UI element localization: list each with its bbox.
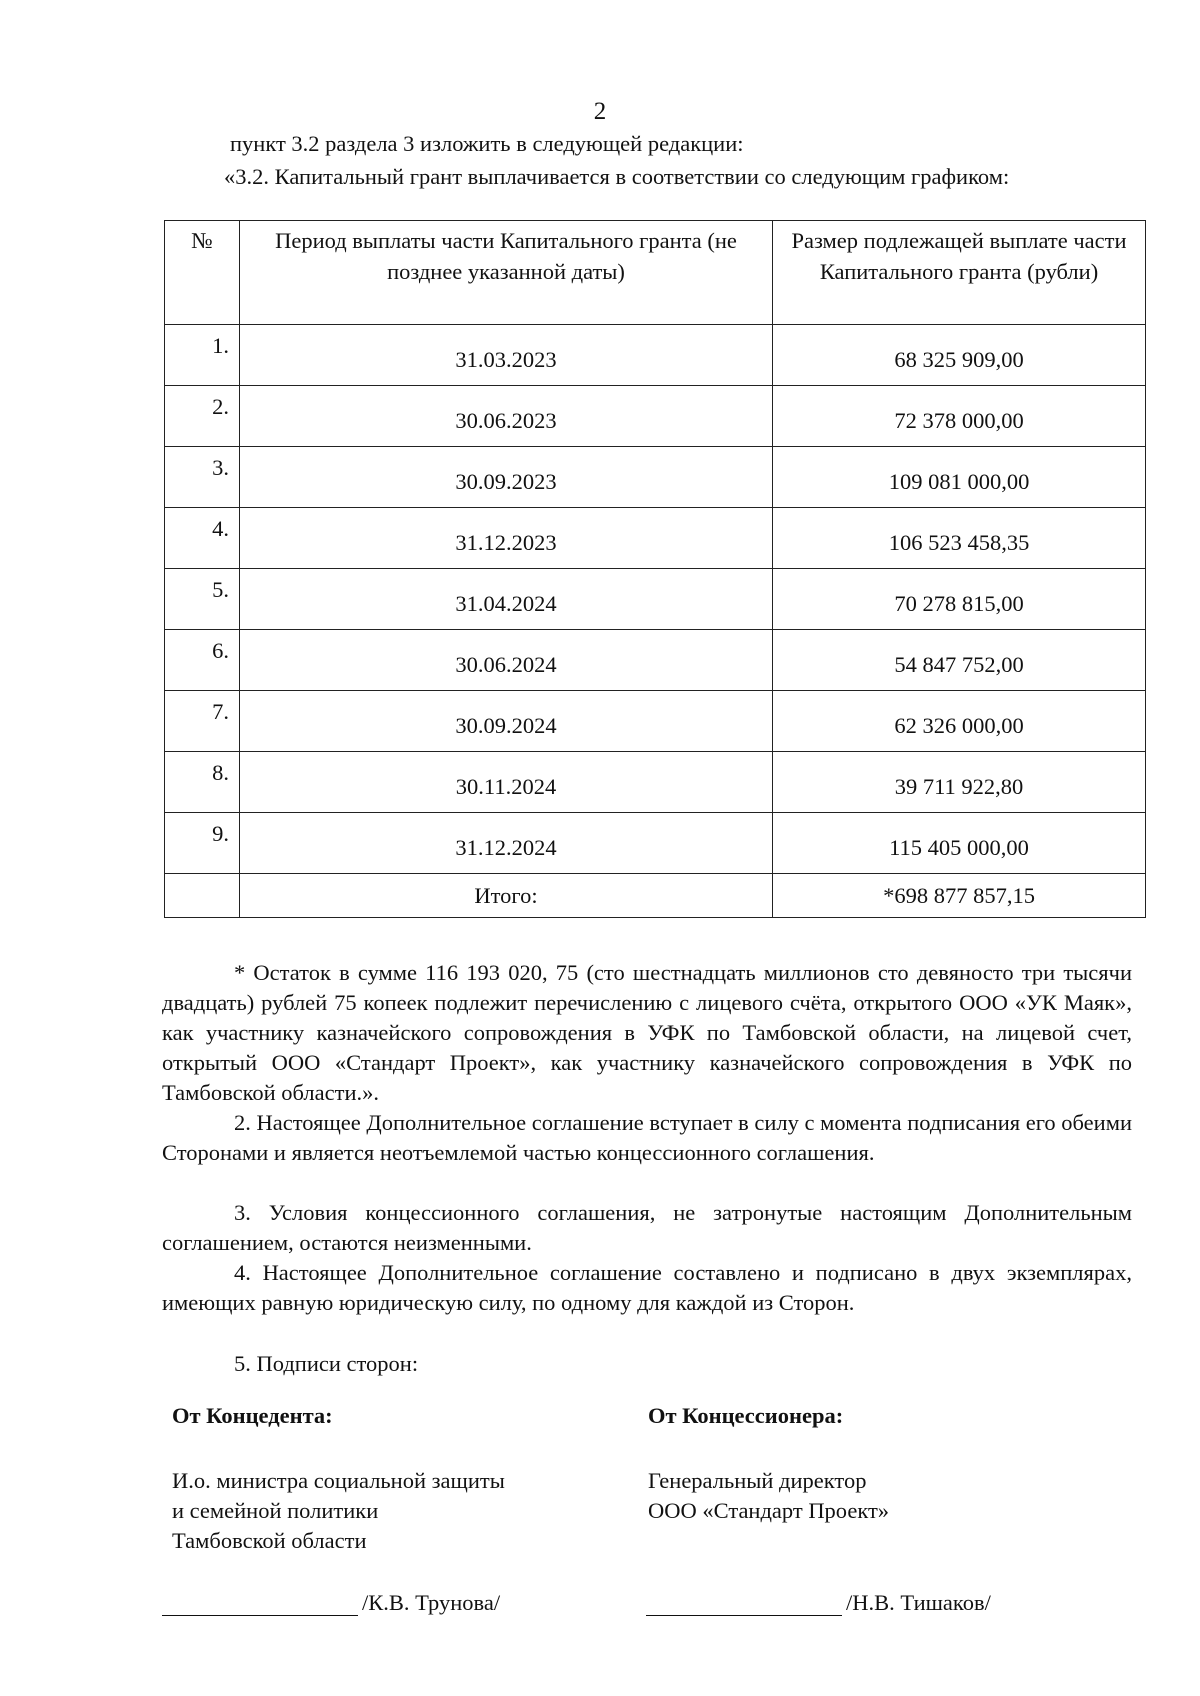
concessionaire-heading: От Концессионера:	[648, 1403, 844, 1428]
grantor-title-line: и семейной политики	[172, 1498, 379, 1523]
row-number: 6.	[165, 630, 240, 691]
intro-clause: «3.2. Капитальный грант выплачивается в соответствии со следующим графиком:	[224, 164, 1010, 189]
signature-underline	[646, 1593, 842, 1616]
table-row	[165, 508, 1146, 569]
row-amount: 68 325 909,00	[773, 325, 1146, 386]
total-empty-cell	[165, 874, 240, 918]
concessionaire-title-line: Генеральный директор	[648, 1468, 867, 1493]
row-date: 31.03.2023	[240, 325, 773, 386]
row-amount: 62 326 000,00	[773, 691, 1146, 752]
clause-5-text: 5. Подписи сторон:	[234, 1351, 419, 1376]
table-row	[165, 569, 1146, 630]
clause-5	[162, 1349, 1132, 1379]
page-number: 2	[593, 98, 607, 125]
clause-2-text: 2. Настоящее Дополнительное соглашение вступает в силу с момента подписания его обеими Сторонами и является неотъемлемой частью концессионного соглашения.	[162, 1110, 1132, 1165]
table-row	[165, 630, 1146, 691]
row-number: 9.	[165, 813, 240, 874]
grantor-title-line: И.о. министра социальной защиты	[172, 1468, 505, 1493]
concessionaire-signature-line	[646, 1590, 991, 1616]
row-date: 30.09.2024	[240, 691, 773, 752]
row-number: 5.	[165, 569, 240, 630]
concessionaire-title-line: ООО «Стандарт Проект»	[648, 1498, 890, 1523]
clause-3-text: 3. Условия концессионного соглашения, не затронутые настоящим Дополнительным соглашением, остаются неизменными.	[162, 1200, 1132, 1255]
row-amount: 106 523 458,35	[773, 508, 1146, 569]
row-number: 1.	[165, 325, 240, 386]
row-date: 31.12.2024	[240, 813, 773, 874]
table-row	[165, 752, 1146, 813]
clause-4	[162, 1258, 1132, 1318]
row-date: 30.09.2023	[240, 447, 773, 508]
table-row	[165, 447, 1146, 508]
table-row	[165, 691, 1146, 752]
footnote-paragraph	[162, 958, 1132, 1108]
clause-3	[162, 1198, 1132, 1258]
total-label: Итого:	[240, 874, 773, 918]
header-number: №	[165, 221, 240, 325]
grantor-title	[172, 1466, 505, 1556]
row-number: 2.	[165, 386, 240, 447]
row-amount: 115 405 000,00	[773, 813, 1146, 874]
row-amount: 54 847 752,00	[773, 630, 1146, 691]
row-amount: 70 278 815,00	[773, 569, 1146, 630]
table-row	[165, 386, 1146, 447]
table-header-row	[165, 221, 1146, 325]
footnote-text: * Остаток в сумме 116 193 020, 75 (сто шестнадцать миллионов сто девяносто три тысячи двадцать) рублей 75 копеек подлежит перечислению с лицевого счёта, открытого ООО «УК Маяк», как участнику казначейского сопровождения в УФК по Тамбовской области, на лицевой счет, открытый ООО «Стандарт Проект», как участнику казначейского сопровождения в УФК по Тамбовской области.».	[162, 960, 1132, 1105]
payment-schedule-table	[164, 220, 1146, 918]
table-row	[165, 813, 1146, 874]
row-amount: 109 081 000,00	[773, 447, 1146, 508]
concessionaire-title	[648, 1466, 889, 1526]
row-date: 31.12.2023	[240, 508, 773, 569]
intro-line: пункт 3.2 раздела 3 изложить в следующей редакции:	[230, 131, 744, 156]
grantor-heading: От Концедента:	[172, 1403, 333, 1428]
total-row	[165, 874, 1146, 918]
clause-4-text: 4. Настоящее Дополнительное соглашение составлено и подписано в двух экземплярах, имеющих равную юридическую силу, по одному для каждой из Сторон.	[162, 1260, 1132, 1315]
row-number: 4.	[165, 508, 240, 569]
grantor-signature-line	[162, 1590, 500, 1616]
row-amount: 39 711 922,80	[773, 752, 1146, 813]
row-number: 3.	[165, 447, 240, 508]
row-number: 8.	[165, 752, 240, 813]
row-date: 30.06.2024	[240, 630, 773, 691]
clause-2	[162, 1108, 1132, 1168]
row-number: 7.	[165, 691, 240, 752]
header-amount: Размер подлежащей выплате части Капитального гранта (рубли)	[773, 221, 1146, 325]
row-amount: 72 378 000,00	[773, 386, 1146, 447]
row-date: 31.04.2024	[240, 569, 773, 630]
row-date: 30.11.2024	[240, 752, 773, 813]
row-date: 30.06.2023	[240, 386, 773, 447]
header-period: Период выплаты части Капитального гранта (не позднее указанной даты)	[240, 221, 773, 325]
grantor-name: /К.В. Трунова/	[362, 1590, 501, 1615]
concessionaire-name: /Н.В. Тишаков/	[846, 1590, 991, 1615]
grantor-title-line: Тамбовской области	[172, 1528, 367, 1553]
table-row	[165, 325, 1146, 386]
signature-underline	[162, 1593, 358, 1616]
total-value: *698 877 857,15	[773, 874, 1146, 918]
